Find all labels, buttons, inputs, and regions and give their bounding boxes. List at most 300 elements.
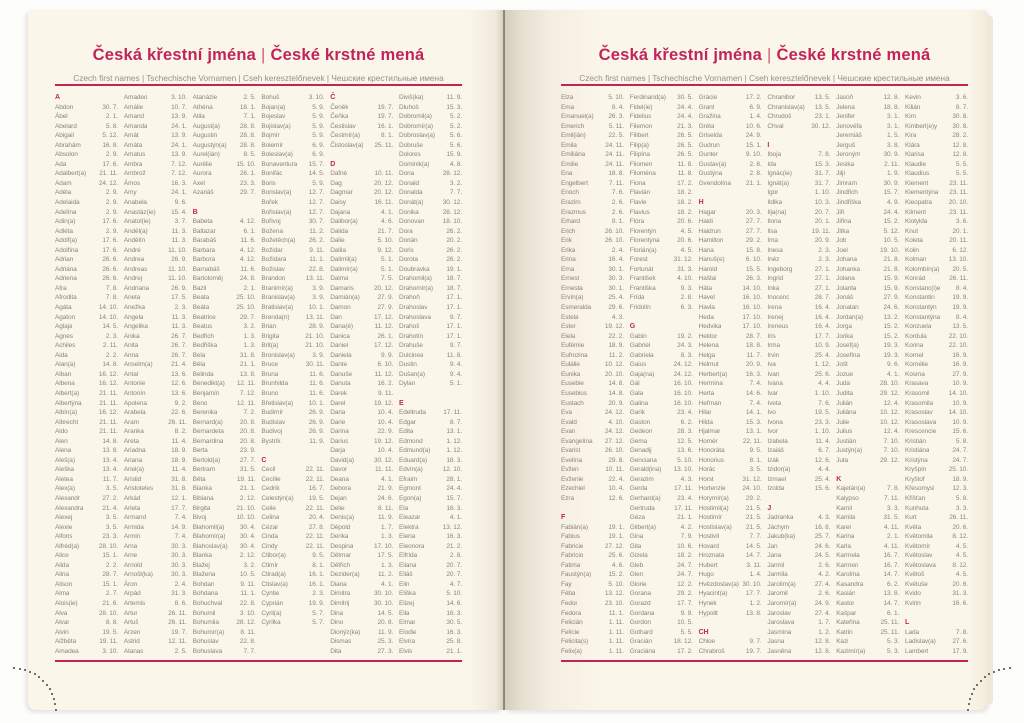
name-day-entry [55, 265, 118, 275]
name-day-entry [836, 322, 899, 332]
name: Erazmus [561, 208, 586, 216]
name-day-entry [905, 437, 968, 447]
name: Elvis [398, 647, 413, 655]
name: Egon(a) [398, 494, 422, 502]
name-day-entry [261, 360, 324, 370]
name-day-date: 11. 4. [815, 437, 831, 445]
name-day-date: 26. 11. [168, 609, 187, 617]
name-day-entry [124, 408, 187, 418]
name-day-entry [124, 141, 187, 151]
name: Kira [904, 132, 917, 140]
perforation-dot [13, 667, 15, 669]
name-day-date: 26. 10. [604, 237, 624, 245]
name-day-entry [699, 351, 762, 361]
name-day-entry [399, 265, 462, 275]
name-day-date: 4. 5. [955, 542, 968, 550]
name: Křišťan [904, 494, 926, 502]
letter-header: H [698, 199, 704, 207]
name: Glen [629, 571, 644, 579]
name-day-entry [261, 418, 324, 428]
name-day-entry [630, 103, 693, 113]
name-day-date: 22. 6. [171, 409, 187, 417]
name: Azariáš [192, 189, 214, 197]
name: Grácie [698, 94, 718, 101]
name-day-entry [905, 360, 968, 370]
name-day-entry [124, 274, 187, 284]
name: Konrád [904, 275, 926, 283]
name-day-date: 17. 6. [102, 246, 118, 254]
name: Hyacint(a) [698, 590, 728, 598]
name-day-date: 5. 7. [312, 609, 325, 617]
name: Božidar [261, 246, 283, 254]
name-day-entry [905, 112, 968, 122]
name-day-date: 20. 8. [377, 619, 394, 627]
name: Danica [330, 332, 350, 340]
name-column [124, 93, 187, 657]
name-day-entry [55, 255, 118, 265]
name: Flóra [629, 218, 645, 226]
name: Honorius [698, 456, 724, 464]
name-day-date: 1. 7. [818, 619, 831, 627]
name-day-entry [330, 303, 393, 313]
name-day-date: 8. 4. [955, 313, 968, 321]
name: Budislav [261, 418, 286, 426]
name: Johana [836, 256, 857, 264]
name-day-entry [836, 580, 899, 590]
name-day-date: 11. 12. [374, 323, 394, 331]
name-day-entry [905, 418, 968, 428]
name: Alma [55, 590, 70, 598]
name: Anatol(ie) [123, 218, 151, 226]
name-day-date: 3. 2. [449, 179, 462, 187]
name: Fatima [561, 561, 581, 569]
name-day-entry [699, 542, 762, 552]
name-day-date: 1. 12. [814, 361, 831, 369]
name-day-date: 4. 3. [611, 313, 624, 321]
name-day-date: 30. 7. [308, 218, 325, 226]
name: Elfrída [398, 552, 418, 560]
name: Angela [123, 313, 144, 321]
name: Eliška [398, 590, 416, 598]
name-day-date: 5. 10. [608, 580, 624, 588]
name-day-date: 5. 9. [312, 132, 325, 140]
name: Dita [330, 647, 342, 655]
name-day-date: 18. 2. [677, 189, 693, 197]
name-day-date: 26. 2. [446, 246, 462, 254]
name-day-date: 18. 9. [171, 456, 187, 464]
name-day-entry [124, 351, 187, 361]
name: Dejan [330, 494, 347, 502]
name-day-entry [399, 360, 462, 370]
name: Felicián [561, 619, 583, 627]
name-day-entry [630, 208, 693, 218]
name: Fabián(a) [561, 523, 588, 531]
name-day-date: 30. 10. [374, 590, 394, 598]
name: Kleopatra [904, 199, 932, 207]
name: Iris [767, 332, 776, 340]
name: Evžen [561, 466, 579, 474]
name: Jolana [836, 275, 855, 283]
name-day-date: 24. 4. [677, 103, 693, 111]
name-day-entry [193, 446, 256, 456]
name: Doubravka [398, 265, 430, 273]
name: Bojislav(a) [261, 122, 291, 130]
name-day-entry [261, 551, 324, 561]
name-day-entry [124, 437, 187, 447]
name-day-entry [561, 456, 624, 466]
name: Aglaja [55, 323, 73, 331]
name: Kilián [904, 103, 921, 111]
name: Gabriel [629, 342, 651, 350]
name: Františka [629, 284, 656, 292]
page-right [505, 10, 987, 710]
name-day-entry [55, 293, 118, 303]
letter-header: J [767, 504, 772, 512]
name: Ada [55, 160, 67, 168]
name-day-date: 13. 9. [171, 132, 187, 140]
name: Brandon [261, 275, 286, 283]
name-day-entry [330, 504, 393, 514]
name-day-date: 14. 9. [171, 523, 187, 531]
name: Darina [330, 428, 349, 436]
name: Amatus [123, 151, 146, 159]
name-day-entry [55, 399, 118, 409]
name: Alison [55, 580, 73, 588]
name-day-date: 21. 11. [99, 418, 118, 426]
name-day-entry [261, 179, 324, 189]
name: Berenika [192, 409, 218, 417]
name-day-date: 26. 3. [745, 275, 762, 283]
name-day-date: 24. 12. [98, 179, 118, 187]
name: Amadea [55, 647, 79, 655]
name: Eduard(a) [398, 456, 427, 464]
name-day-entry [399, 618, 462, 628]
name-day-date: 12. 8. [814, 647, 831, 655]
name-day-entry [261, 618, 324, 628]
name-day-date: 16. 12. [98, 380, 118, 388]
name-day-date: 19. 9. [308, 599, 325, 607]
letter-header: I [767, 141, 770, 149]
name-day-entry [330, 418, 393, 428]
name-day-entry [767, 513, 830, 523]
name-day-date: 18. 9. [171, 447, 187, 455]
name-day-date: 21. 5. [745, 514, 762, 522]
name-day-date: 9. 12. [377, 246, 394, 254]
name-day-entry [905, 160, 968, 170]
name-day-entry [630, 246, 693, 256]
perforation-dot [998, 669, 1000, 671]
name-day-date: 12. 8. [952, 151, 968, 159]
name: Gaja(na) [629, 370, 655, 378]
name: Dag [330, 179, 342, 187]
name: Dobroslav(a) [398, 132, 435, 140]
name-day-date: 25. 10. [236, 294, 256, 302]
name: Alexandr [55, 494, 80, 502]
name-day-date: 30. 9. [883, 151, 900, 159]
name: Evelína [561, 456, 582, 464]
name: Gleb [629, 561, 644, 569]
name: Alex(a) [55, 485, 75, 493]
name-day-entry [55, 532, 118, 542]
name-day-entry [330, 360, 393, 370]
name-day-entry [699, 580, 762, 590]
name-day-date: 19. 11. [99, 638, 118, 646]
name-day-entry [193, 341, 256, 351]
name-day-date: 5. 2. [449, 113, 462, 121]
name-day-entry [836, 131, 899, 141]
name-day-entry [561, 418, 624, 428]
name-day-entry [767, 561, 830, 571]
name-day-date: 20. 1. [814, 218, 831, 226]
name-day-date: 10. 5. [677, 619, 693, 627]
name: Irma [767, 342, 780, 350]
name: Gerazim [629, 475, 654, 483]
name: Kevin [904, 94, 921, 101]
letter-header: K [836, 475, 842, 483]
name-day-entry [261, 227, 324, 237]
name-column [55, 93, 118, 657]
name: Jiří [836, 208, 845, 216]
name: Damián(a) [330, 294, 360, 302]
name-day-date: 18. 1. [239, 103, 256, 111]
name-day-date: 22. 8. [239, 599, 256, 607]
name-day-entry [330, 217, 393, 227]
name-day-entry [124, 532, 187, 542]
name-day-entry [561, 408, 624, 418]
name-day-date: 25. 10. [236, 304, 256, 312]
name-day-date: 21. 8. [883, 256, 900, 264]
name: Alvar [55, 619, 70, 627]
name: Kolombín(a) [904, 265, 940, 273]
letter-header: E [398, 399, 404, 407]
name-day-entry [124, 379, 187, 389]
name: Konzuela [904, 323, 932, 331]
name: Astrid [123, 638, 140, 646]
name-day-entry [330, 332, 393, 342]
name-day-entry [767, 647, 830, 657]
name-day-entry [55, 236, 118, 246]
name-day-entry [699, 456, 762, 466]
name-day-date: 30. 8. [952, 122, 968, 130]
name-day-date: 13. 4. [102, 456, 118, 464]
name-day-date: 18. 7. [446, 284, 462, 292]
name: Edmund(a) [398, 447, 431, 455]
name-day-entry [55, 208, 118, 218]
name-day-date: 11. 9. [309, 437, 325, 445]
name: Hjalmar [698, 428, 721, 436]
name-day-date: 7. 6. [818, 399, 831, 407]
name-day-entry [124, 246, 187, 256]
name-day-entry [561, 141, 624, 151]
name-day-entry [905, 399, 968, 409]
name-day-entry [836, 456, 899, 466]
name-day-entry [55, 389, 118, 399]
name: Faustýn(a) [561, 571, 592, 579]
name-day-entry [836, 150, 899, 160]
name-day-entry [905, 217, 968, 227]
name-day-entry [699, 169, 762, 179]
name-day-date: 16. 4. [814, 304, 831, 312]
name-day-date: 25. 4. [608, 294, 624, 302]
name: Fabricie [561, 542, 584, 550]
name-day-date: 20. 7. [446, 571, 462, 579]
name-day-date: 12. 6. [171, 380, 187, 388]
name-day-date: 21. 4. [171, 361, 187, 369]
name-day-date: 8. 7. [449, 418, 462, 426]
name: Gražina [698, 113, 721, 121]
name-day-entry [399, 465, 462, 475]
name: Gedeon [629, 428, 653, 436]
name-day-date: 29. 12. [880, 456, 900, 464]
name-day-entry [261, 322, 324, 332]
name: Davor [330, 466, 348, 474]
column-spacer [905, 609, 968, 619]
name-day-date: 13. 6. [171, 370, 187, 378]
name-day-date: 19. 10. [880, 246, 900, 254]
name: Adolf(a) [55, 237, 77, 245]
name: Dominik(a) [398, 160, 430, 168]
name-day-entry [55, 322, 118, 332]
name-day-entry [767, 284, 830, 294]
name-day-entry [561, 475, 624, 485]
name-day-date: 10. 4. [377, 447, 394, 455]
name: Arna [123, 542, 138, 550]
name: Dora [398, 227, 413, 235]
name: Abdon [55, 103, 74, 111]
name-day-date: 15. 6. [814, 485, 831, 493]
name-day-entry [55, 179, 118, 189]
name-day-entry [399, 637, 462, 647]
name: Heřman [698, 399, 722, 407]
name-day-entry [630, 504, 693, 514]
name-day-entry [330, 475, 393, 485]
name: Bojeslav [261, 113, 286, 121]
name-day-date: 4. 1. [381, 475, 394, 483]
name: Blažena [192, 571, 216, 579]
name-day-entry [124, 227, 187, 237]
name-day-date: 11. 1. [309, 256, 325, 264]
name: Elin [398, 580, 410, 588]
name-day-date: 17. 7. [814, 332, 831, 340]
footer-rule [55, 660, 462, 662]
name-day-date: 6. 3. [680, 304, 693, 312]
name: Albín(a) [55, 409, 77, 417]
name-day-entry [836, 551, 899, 561]
name-day-date: 24. 8. [239, 275, 256, 283]
name-day-date: 24. 3. [677, 342, 693, 350]
name: Lambert [904, 647, 929, 655]
name-day-date: 10. 5. [883, 237, 900, 245]
name: Beáta [192, 304, 210, 312]
name-day-entry [630, 446, 693, 456]
name-day-date: 30. 11. [305, 361, 325, 369]
name-day-entry [55, 169, 118, 179]
name-day-date: 2. 2. [105, 351, 118, 359]
name: Klement [904, 179, 929, 187]
name-day-entry [399, 570, 462, 580]
name-day-entry [699, 322, 762, 332]
name-day-entry [193, 628, 256, 638]
name-day-date: 17. 10. [742, 313, 762, 321]
name-day-entry [630, 255, 693, 265]
name-day-date: 14. 6. [446, 599, 462, 607]
name: Hugo [698, 571, 714, 579]
name: Branimír(a) [261, 284, 293, 292]
name: Adriena [55, 275, 77, 283]
name-day-date: 2. 3. [105, 332, 118, 340]
name-day-date: 5. 12. [883, 227, 900, 235]
name-day-date: 15. 2. [883, 218, 900, 226]
name-day-entry [261, 274, 324, 284]
name-day-date: 5. 10. [677, 456, 693, 464]
name-day-date: 21. 9. [377, 485, 394, 493]
name: Blahomil(a) [192, 523, 225, 531]
name-day-date: 21. 1. [239, 361, 256, 369]
name: Alvin [55, 628, 69, 636]
name: Gorazd [629, 599, 651, 607]
name-day-date: 24. 12. [604, 428, 624, 436]
name-day-date: 30. 5. [677, 94, 693, 101]
name-day-entry [699, 93, 762, 103]
name-day-entry [261, 255, 324, 265]
name-day-entry [561, 93, 624, 103]
name-day-date: 21. 10. [305, 332, 325, 340]
name-day-date: 10. 1. [308, 399, 325, 407]
name: Heda [698, 313, 714, 321]
name-day-date: 17. 6. [102, 237, 118, 245]
name-day-date: 20. 6. [952, 523, 968, 531]
name-day-date: 27. 9. [377, 294, 394, 302]
name-day-entry [630, 169, 693, 179]
name-day-date: 30. 10. [742, 580, 762, 588]
name-day-date: 30. 12. [442, 199, 462, 207]
name-day-date: 17. 12. [374, 313, 394, 321]
name-day-date: 26. 7. [171, 351, 187, 359]
name: Dušan(a) [398, 370, 425, 378]
name: Chrabroš [698, 647, 725, 655]
name-day-entry [55, 313, 118, 323]
name-day-entry [330, 141, 393, 151]
name-day-entry [55, 465, 118, 475]
name-day-entry [330, 446, 393, 456]
name: Dana(é) [330, 323, 353, 331]
name: Bernardina [192, 437, 224, 445]
name-day-entry [55, 379, 118, 389]
name: Jiljí [836, 170, 846, 178]
name-day-date: 7. 12. [171, 160, 187, 168]
title-separator: | [261, 46, 266, 64]
name-day-entry [836, 561, 899, 571]
name-day-entry [767, 551, 830, 561]
name-day-date: 8. 4. [611, 103, 624, 111]
name-day-entry [124, 618, 187, 628]
name-day-entry [399, 437, 462, 447]
name: Anastáz(ie) [123, 208, 156, 216]
name-day-date: 13. 11. [305, 275, 325, 283]
name-day-entry [193, 284, 256, 294]
name: Hostivít [698, 533, 720, 541]
name: Bedřich [192, 332, 214, 340]
name-day-entry [193, 437, 256, 447]
name-day-entry [630, 599, 693, 609]
name-day-entry [767, 303, 830, 313]
name: Fay [561, 580, 572, 588]
name-day-entry [836, 284, 899, 294]
name-day-date: 21. 11. [99, 170, 118, 178]
name: Jorga [836, 323, 852, 331]
name-day-date: 28. 8. [239, 141, 256, 149]
name-day-entry [767, 112, 830, 122]
